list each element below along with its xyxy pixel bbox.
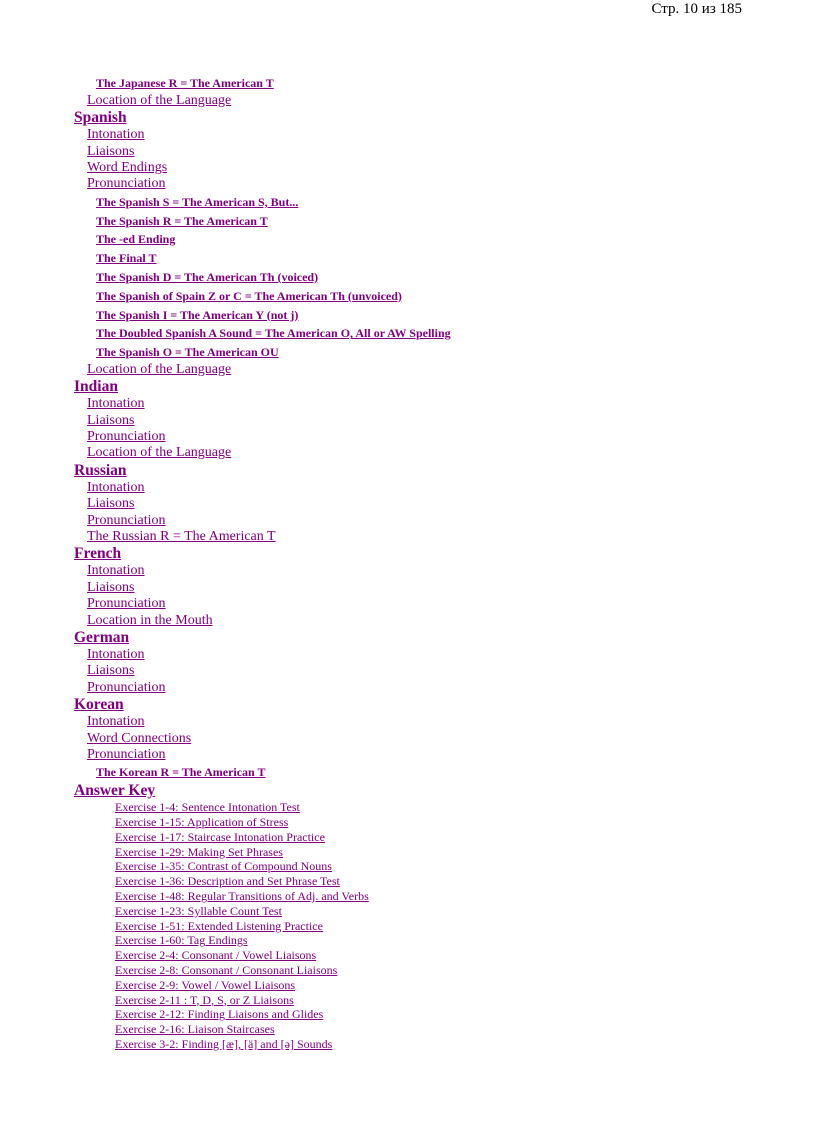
toc-link[interactable]: The Spanish I = The American Y (not j) (96, 307, 299, 322)
toc-link[interactable]: Word Endings (87, 159, 168, 175)
toc-link[interactable]: The Spanish of Spain Z or C = The American Th (unvoiced) (96, 288, 402, 303)
toc-link[interactable]: Intonation (87, 647, 145, 662)
toc-link[interactable]: Liaisons (87, 663, 135, 679)
toc-link[interactable]: Intonation (87, 563, 145, 579)
toc-link[interactable]: Pronunciation (87, 176, 166, 192)
toc-exercise-link[interactable]: Exercise 1-60: Tag Endings (115, 933, 248, 948)
toc-link[interactable]: The Final T (96, 251, 157, 266)
toc-section-link[interactable]: Russian (74, 461, 127, 479)
toc-link[interactable]: Liaisons (87, 412, 135, 428)
toc-link[interactable]: Word Connections (87, 730, 192, 746)
toc-section-link[interactable]: Spanish (74, 109, 127, 127)
toc-exercise-link[interactable]: Exercise 1-35: Contrast of Compound Nouns (115, 859, 332, 874)
page-counter: Стр. 10 из 185 (651, 1, 742, 17)
toc-exercise-link[interactable]: Exercise 2-11 : T, D, S, or Z Liaisons (115, 992, 294, 1007)
toc-link[interactable]: The -ed Ending (96, 232, 176, 247)
toc-link[interactable]: Intonation (87, 479, 145, 495)
toc-link[interactable]: The Doubled Spanish A Sound = The American O, All or AW Spelling (96, 326, 451, 341)
toc-link[interactable]: The Spanish S = The American S, But... (96, 194, 299, 209)
toc-section-link[interactable]: Korean (74, 696, 124, 714)
toc-exercise-link[interactable]: Exercise 1-17: Staircase Intonation Practice (115, 829, 325, 844)
toc-section-link[interactable]: German (74, 629, 130, 646)
toc-link[interactable]: Pronunciation (87, 596, 166, 612)
toc-link[interactable]: Location of the Language (87, 445, 232, 461)
toc-exercise-link[interactable]: Exercise 2-9: Vowel / Vowel Liaisons (115, 977, 296, 992)
toc-exercise-link[interactable]: Exercise 1-51: Extended Listening Practice (115, 918, 323, 933)
toc-link[interactable]: Location of the Language (87, 92, 232, 108)
toc-exercise-link[interactable]: Exercise 1-4: Sentence Intonation Test (115, 800, 300, 815)
toc-link[interactable]: The Spanish D = The American Th (voiced) (96, 269, 319, 284)
toc-section-link[interactable]: French (74, 545, 122, 563)
toc-exercise-link[interactable]: Exercise 2-12: Finding Liaisons and Glides (115, 1007, 324, 1022)
toc-link[interactable]: Liaisons (87, 143, 135, 159)
toc-exercise-link[interactable]: Exercise 1-29: Making Set Phrases (115, 844, 283, 859)
toc-link[interactable]: The Spanish O = The American OU (96, 345, 279, 360)
toc-link[interactable]: Pronunciation (87, 679, 166, 695)
table-of-contents (0, 74, 816, 1052)
toc-exercise-link[interactable]: Exercise 1-48: Regular Transitions of Adj. and Verbs (115, 888, 369, 903)
toc-exercise-link[interactable]: Exercise 1-36: Description and Set Phrase Test (115, 874, 340, 889)
toc-link[interactable]: Intonation (87, 714, 145, 730)
toc-link[interactable]: Liaisons (87, 579, 135, 595)
toc-link[interactable]: Pronunciation (87, 746, 166, 762)
toc-exercise-link[interactable]: Exercise 2-8: Consonant / Consonant Liaisons (115, 962, 338, 977)
toc-link[interactable]: The Japanese R = The American T (96, 76, 274, 90)
toc-link[interactable]: Intonation (87, 127, 145, 143)
toc-link[interactable]: Pronunciation (87, 429, 166, 445)
toc-link[interactable]: Pronunciation (87, 512, 166, 528)
toc-exercise-link[interactable]: Exercise 3-2: Finding [æ], [ä] and [ə] Sounds (115, 1036, 333, 1051)
toc-link[interactable]: Intonation (87, 396, 145, 412)
toc-exercise-link[interactable]: Exercise 1-23: Syllable Count Test (115, 903, 282, 918)
toc-link[interactable]: Location in the Mouth (87, 612, 213, 628)
toc-link[interactable]: The Korean R = The American T (96, 765, 266, 780)
toc-link[interactable]: Location of the Language (87, 361, 232, 377)
toc-exercise-link[interactable]: Exercise 2-16: Liaison Staircases (115, 1022, 275, 1037)
toc-link[interactable]: The Spanish R = The American T (96, 213, 268, 228)
toc-exercise-link[interactable]: Exercise 1-15: Application of Stress (115, 814, 289, 829)
toc-link[interactable]: The Russian R = The American T (87, 529, 276, 545)
toc-exercise-link[interactable]: Exercise 2-4: Consonant / Vowel Liaisons (115, 948, 317, 963)
toc-section-link[interactable]: Answer Key (74, 782, 156, 800)
toc-section-link[interactable]: Indian (74, 378, 118, 396)
toc-link[interactable]: Liaisons (87, 496, 135, 512)
